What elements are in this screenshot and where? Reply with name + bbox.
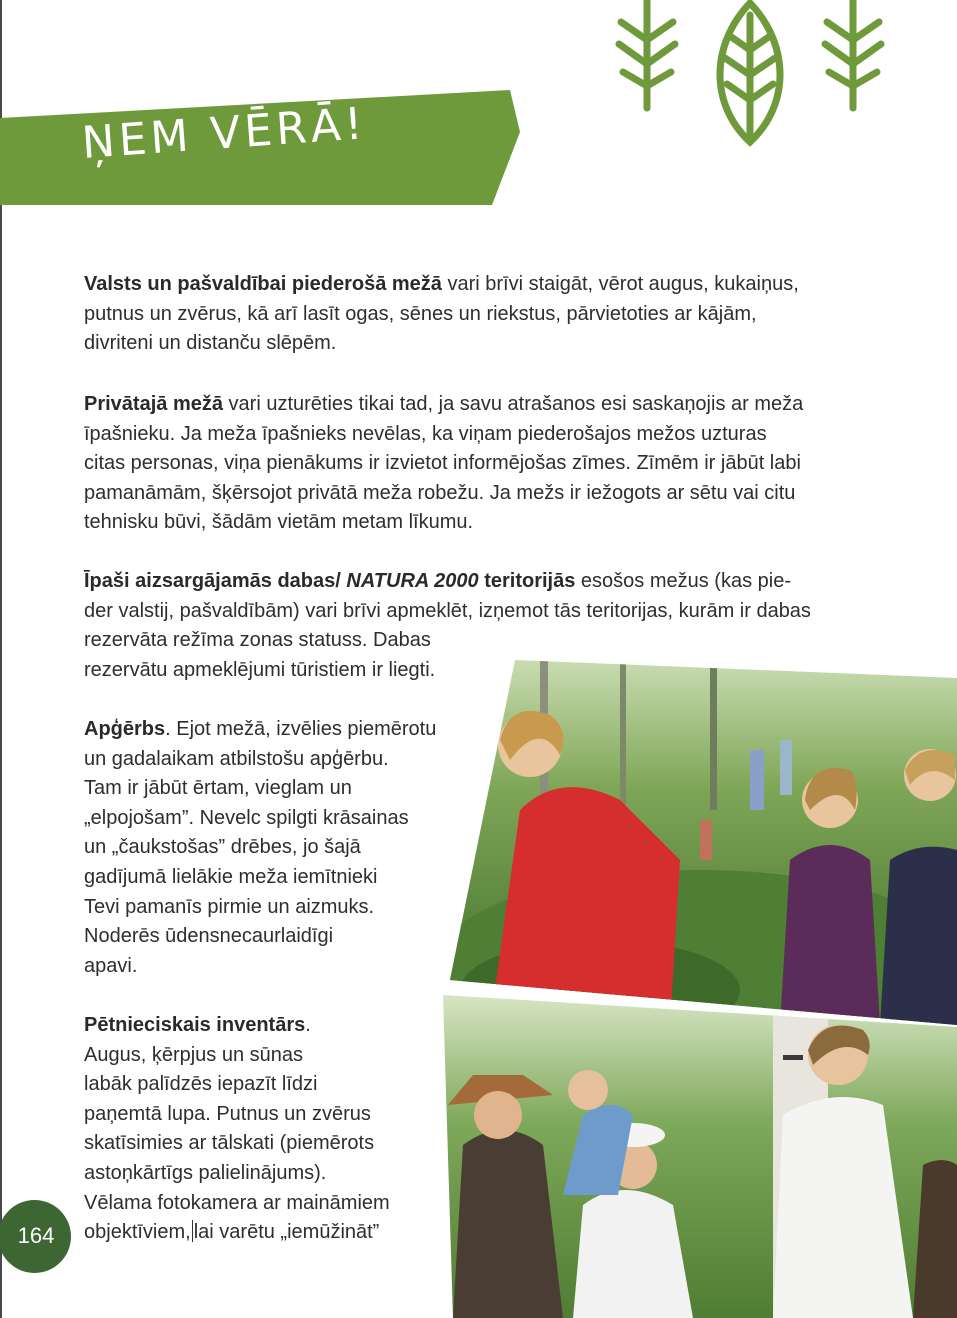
twig-icon: [605, 0, 695, 115]
text-line: skatīsimies ar tālskati (piemērots: [84, 1132, 375, 1155]
text-line: lai varētu „iemūžināt”: [193, 1221, 380, 1244]
paragraph-heading: Īpaši aizsargājamās dabas/: [84, 570, 347, 592]
guide-group-photo: [443, 995, 957, 1318]
text-line: der valstij, pašvaldībām) vari brīvi apmeklēt, izņemot tās teritorijas, kurām ir dabas: [84, 599, 811, 622]
text-line: objektīviem,: [84, 1221, 191, 1244]
text-line: paņemtā lupa. Putnus un zvērus: [84, 1102, 371, 1125]
text-line: labāk palīdzēs iepazīt līdzi: [84, 1073, 318, 1096]
text-line: Tevi pamanīs pirmie un aizmuks.: [84, 895, 375, 918]
text-line: divriteni un distanču slēpēm.: [84, 332, 337, 355]
paragraph-state-forest: [84, 270, 884, 359]
paragraph-heading: Pētnieciskais inventārs: [84, 1014, 306, 1036]
paragraph-heading-italic: NATURA 2000: [346, 570, 479, 592]
paragraph-private-forest: [84, 390, 884, 538]
forest-group-photo: [450, 660, 957, 1025]
text-line: Augus, ķērpjus un sūnas: [84, 1043, 304, 1066]
twig-icon: [815, 0, 895, 115]
text-line: īpašnieku. Ja meža īpašnieks nevēlas, ka viņam piederošajos mežos uzturas: [84, 422, 767, 445]
text-line: un gadalaikam atbilstošu apģērbu.: [84, 747, 389, 770]
text-line: astoņkārtīgs palielinājums).: [84, 1161, 327, 1184]
text-line: .: [305, 1014, 311, 1036]
paragraph-clothing: [84, 715, 484, 981]
text-line: esošos mežus (kas pie-: [575, 570, 791, 592]
text-line: Tam ir jābūt ērtam, vieglam un: [84, 777, 352, 800]
paragraph-heading: Apģērbs: [84, 718, 166, 740]
text-line: „elpojošam”. Nevelc spilgti krāsainas: [84, 806, 409, 829]
text-line: Vēlama fotokamera ar maināmiem: [84, 1191, 390, 1214]
page-number: 164: [17, 1223, 55, 1248]
text-line: tehnisku būvi, šādām vietām metam līkumu.: [84, 511, 474, 534]
text-line: citas personas, viņa pienākums ir izvietot informējošas zīmes. Zīmēm ir jābūt labi: [84, 452, 801, 475]
leaf-icon: [705, 0, 800, 150]
text-line: putnus un zvērus, kā arī lasīt ogas, sēnes un riekstus, pārvietoties ar kājām,: [84, 302, 757, 325]
text-line: vari brīvi staigāt, vērot augus, kukaiņus,: [441, 273, 799, 295]
text-line: un „čaukstošas” drēbes, jo šajā: [84, 836, 361, 859]
text-line: Noderēs ūdensnecaurlaidīgi: [84, 925, 334, 948]
text-line: gadījumā lielākie meža iemītnieki: [84, 865, 378, 888]
text-line: vari uzturēties tikai tad, ja savu atrašanos esi saskaņojis ar meža: [222, 393, 804, 415]
page-title: ŅEM VĒRĀ!: [80, 98, 368, 169]
paragraph-research-equipment: [84, 1011, 429, 1248]
paragraph-heading: teritorijās: [478, 570, 576, 592]
text-line: pamanāmām, šķērsojot privātā meža robežu. Ja mežs ir iežogots ar sētu vai citu: [84, 481, 796, 504]
text-line: rezervātu apmeklējumi tūristiem ir liegti.: [84, 658, 436, 681]
text-cursor: [192, 1220, 193, 1242]
paragraph-heading: Privātajā mežā: [84, 393, 223, 415]
paragraph-heading: Valsts un pašvaldībai piederošā mežā: [84, 273, 442, 295]
text-line: rezervāta režīma zonas statuss. Dabas: [84, 629, 431, 652]
text-line: apavi.: [84, 954, 138, 977]
text-line: . Ejot mežā, izvēlies piemērotu: [165, 718, 437, 740]
